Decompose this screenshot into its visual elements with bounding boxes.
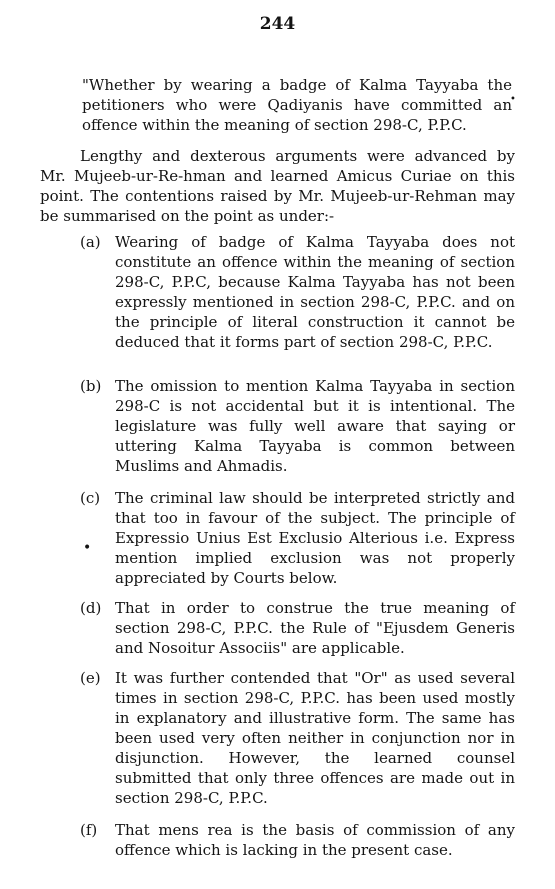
list-item-b — [80, 376, 520, 476]
list-item-a — [80, 232, 520, 352]
margin-bullet: • — [83, 540, 92, 556]
list-marker: (c) — [80, 489, 101, 507]
page-number: 244 — [259, 14, 296, 34]
list-marker: (e) — [80, 669, 101, 687]
list-marker: (d) — [80, 599, 102, 617]
list-item-text: It was further contended that "Or" as used several times in section 298-C, P.P.C. has been used mostly in explanatory and illustrative form. The same has been used very often neither in conjunction nor in disjunction. However, the learned counsel submitted that only three offences are made out in section 298-C, P.P.C. — [115, 669, 515, 807]
list-item-text: Wearing of badge of Kalma Tayyaba does not constitute an offence within the meaning of section 298-C, P.P.C, because Kalma Tayyaba has not been expressly mentioned in section 298-C, P.P.C. and on the principle of literal construction it cannot be deduced that it forms part of section 298-C, P.P.C. — [115, 233, 515, 351]
quoted-question: "Whether by wearing a badge of Kalma Tayyaba the petitioners who were Qadiyanis have committed an offence within the meaning of section 298-C, P.P.C. — [82, 76, 512, 134]
body-paragraph: Lengthy and dexterous arguments were advanced by Mr. Mujeeb-ur-Re-hman and learned Amicus Curiae on this point. The contentions raised by Mr. Mujeeb-ur-Rehman may be summarised on the point as under:- — [40, 147, 515, 225]
list-marker: (a) — [80, 233, 101, 251]
list-item-f — [80, 820, 520, 860]
stray-mark: • — [510, 94, 516, 105]
list-item-text: That in order to construe the true meaning of section 298-C, P.P.C. the Rule of "Ejusdem Generis and Nosoitur Associis" are applicable. — [115, 599, 515, 657]
list-marker: (b) — [80, 377, 102, 395]
list-item-text: The criminal law should be interpreted strictly and that too in favour of the subject. The principle of Expressio Unius Est Exclusio Alterious i.e. Express mention implied exclusion was not properly appreciated by Courts below. — [115, 489, 515, 587]
list-item-d — [80, 598, 520, 658]
list-item-e — [80, 668, 520, 808]
list-item-c — [80, 488, 520, 588]
list-item-text: The omission to mention Kalma Tayyaba in section 298-C is not accidental but it is intentional. The legislature was fully well aware that saying or uttering Kalma Tayyaba is common between Muslims and Ahmadis. — [115, 377, 515, 475]
list-marker: (f) — [80, 821, 98, 839]
list-item-text: That mens rea is the basis of commission of any offence which is lacking in the present case. — [115, 821, 515, 859]
